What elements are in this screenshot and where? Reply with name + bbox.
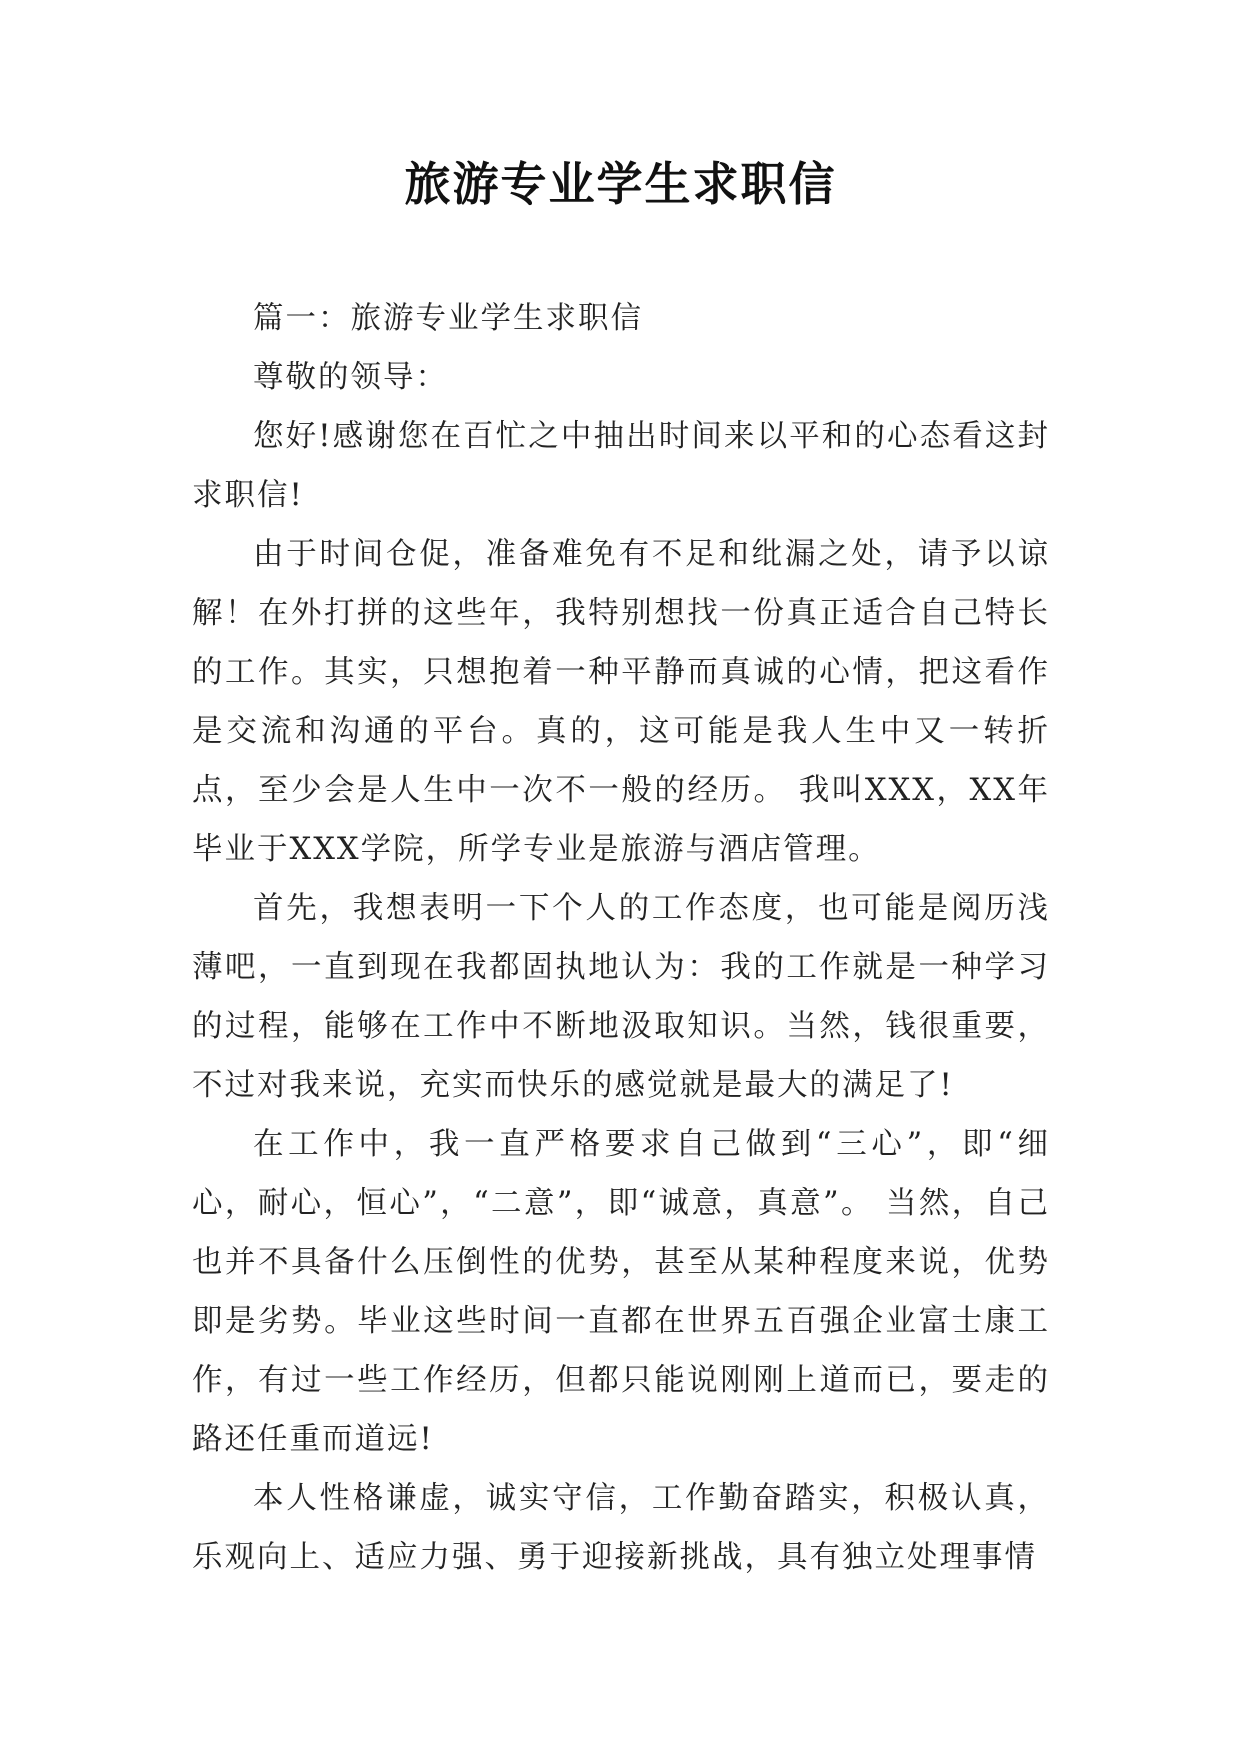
paragraph-personality: 本人性格谦虚，诚实守信，工作勤奋踏实，积极认真，乐观向上、适应力强、勇于迎接新挑战，具有独立处理事情 xyxy=(192,1481,1050,1575)
section-heading: 篇一：旅游专业学生求职信 xyxy=(253,301,643,336)
document-body xyxy=(192,289,1050,1587)
paragraph-work-attitude: 首先，我想表明一下个人的工作态度，也可能是阅历浅薄吧，一直到现在我都固执地认为：我的工作就是一种学习的过程，能够在工作中不断地汲取知识。当然，钱很重要，不过对我来说，充实而快乐的感觉就是最大的满足了! xyxy=(192,891,1050,1103)
paragraph-work-principles: 在工作中，我一直严格要求自己做到“三心”，即“细心，耐心，恒心”，“二意”，即“诚意，真意”。 当然，自己也并不具备什么压倒性的优势，甚至从某种程度来说，优势即是劣势。毕业这些时间一直都在世界五百强企业富士康工作，有过一些工作经历，但都只能说刚刚上道而已，要走的路还任重而道远! xyxy=(192,1127,1050,1457)
document-title: 旅游专业学生求职信 xyxy=(404,157,837,211)
salutation: 尊敬的领导： xyxy=(253,360,448,395)
paragraph-introduction: 由于时间仓促，准备难免有不足和纰漏之处，请予以谅解！在外打拼的这些年，我特别想找一份真正适合自己特长的工作。其实，只想抱着一种平静而真诚的心情，把这看作是交流和沟通的平台。真的，这可能是我人生中又一转折点，至少会是人生中一次不一般的经历。 我叫XXX，XX年毕业于XXX学院，所学专业是旅游与酒店管理。 xyxy=(192,537,1050,867)
paragraph-greeting: 您好!感谢您在百忙之中抽出时间来以平和的心态看这封求职信! xyxy=(192,419,1050,513)
